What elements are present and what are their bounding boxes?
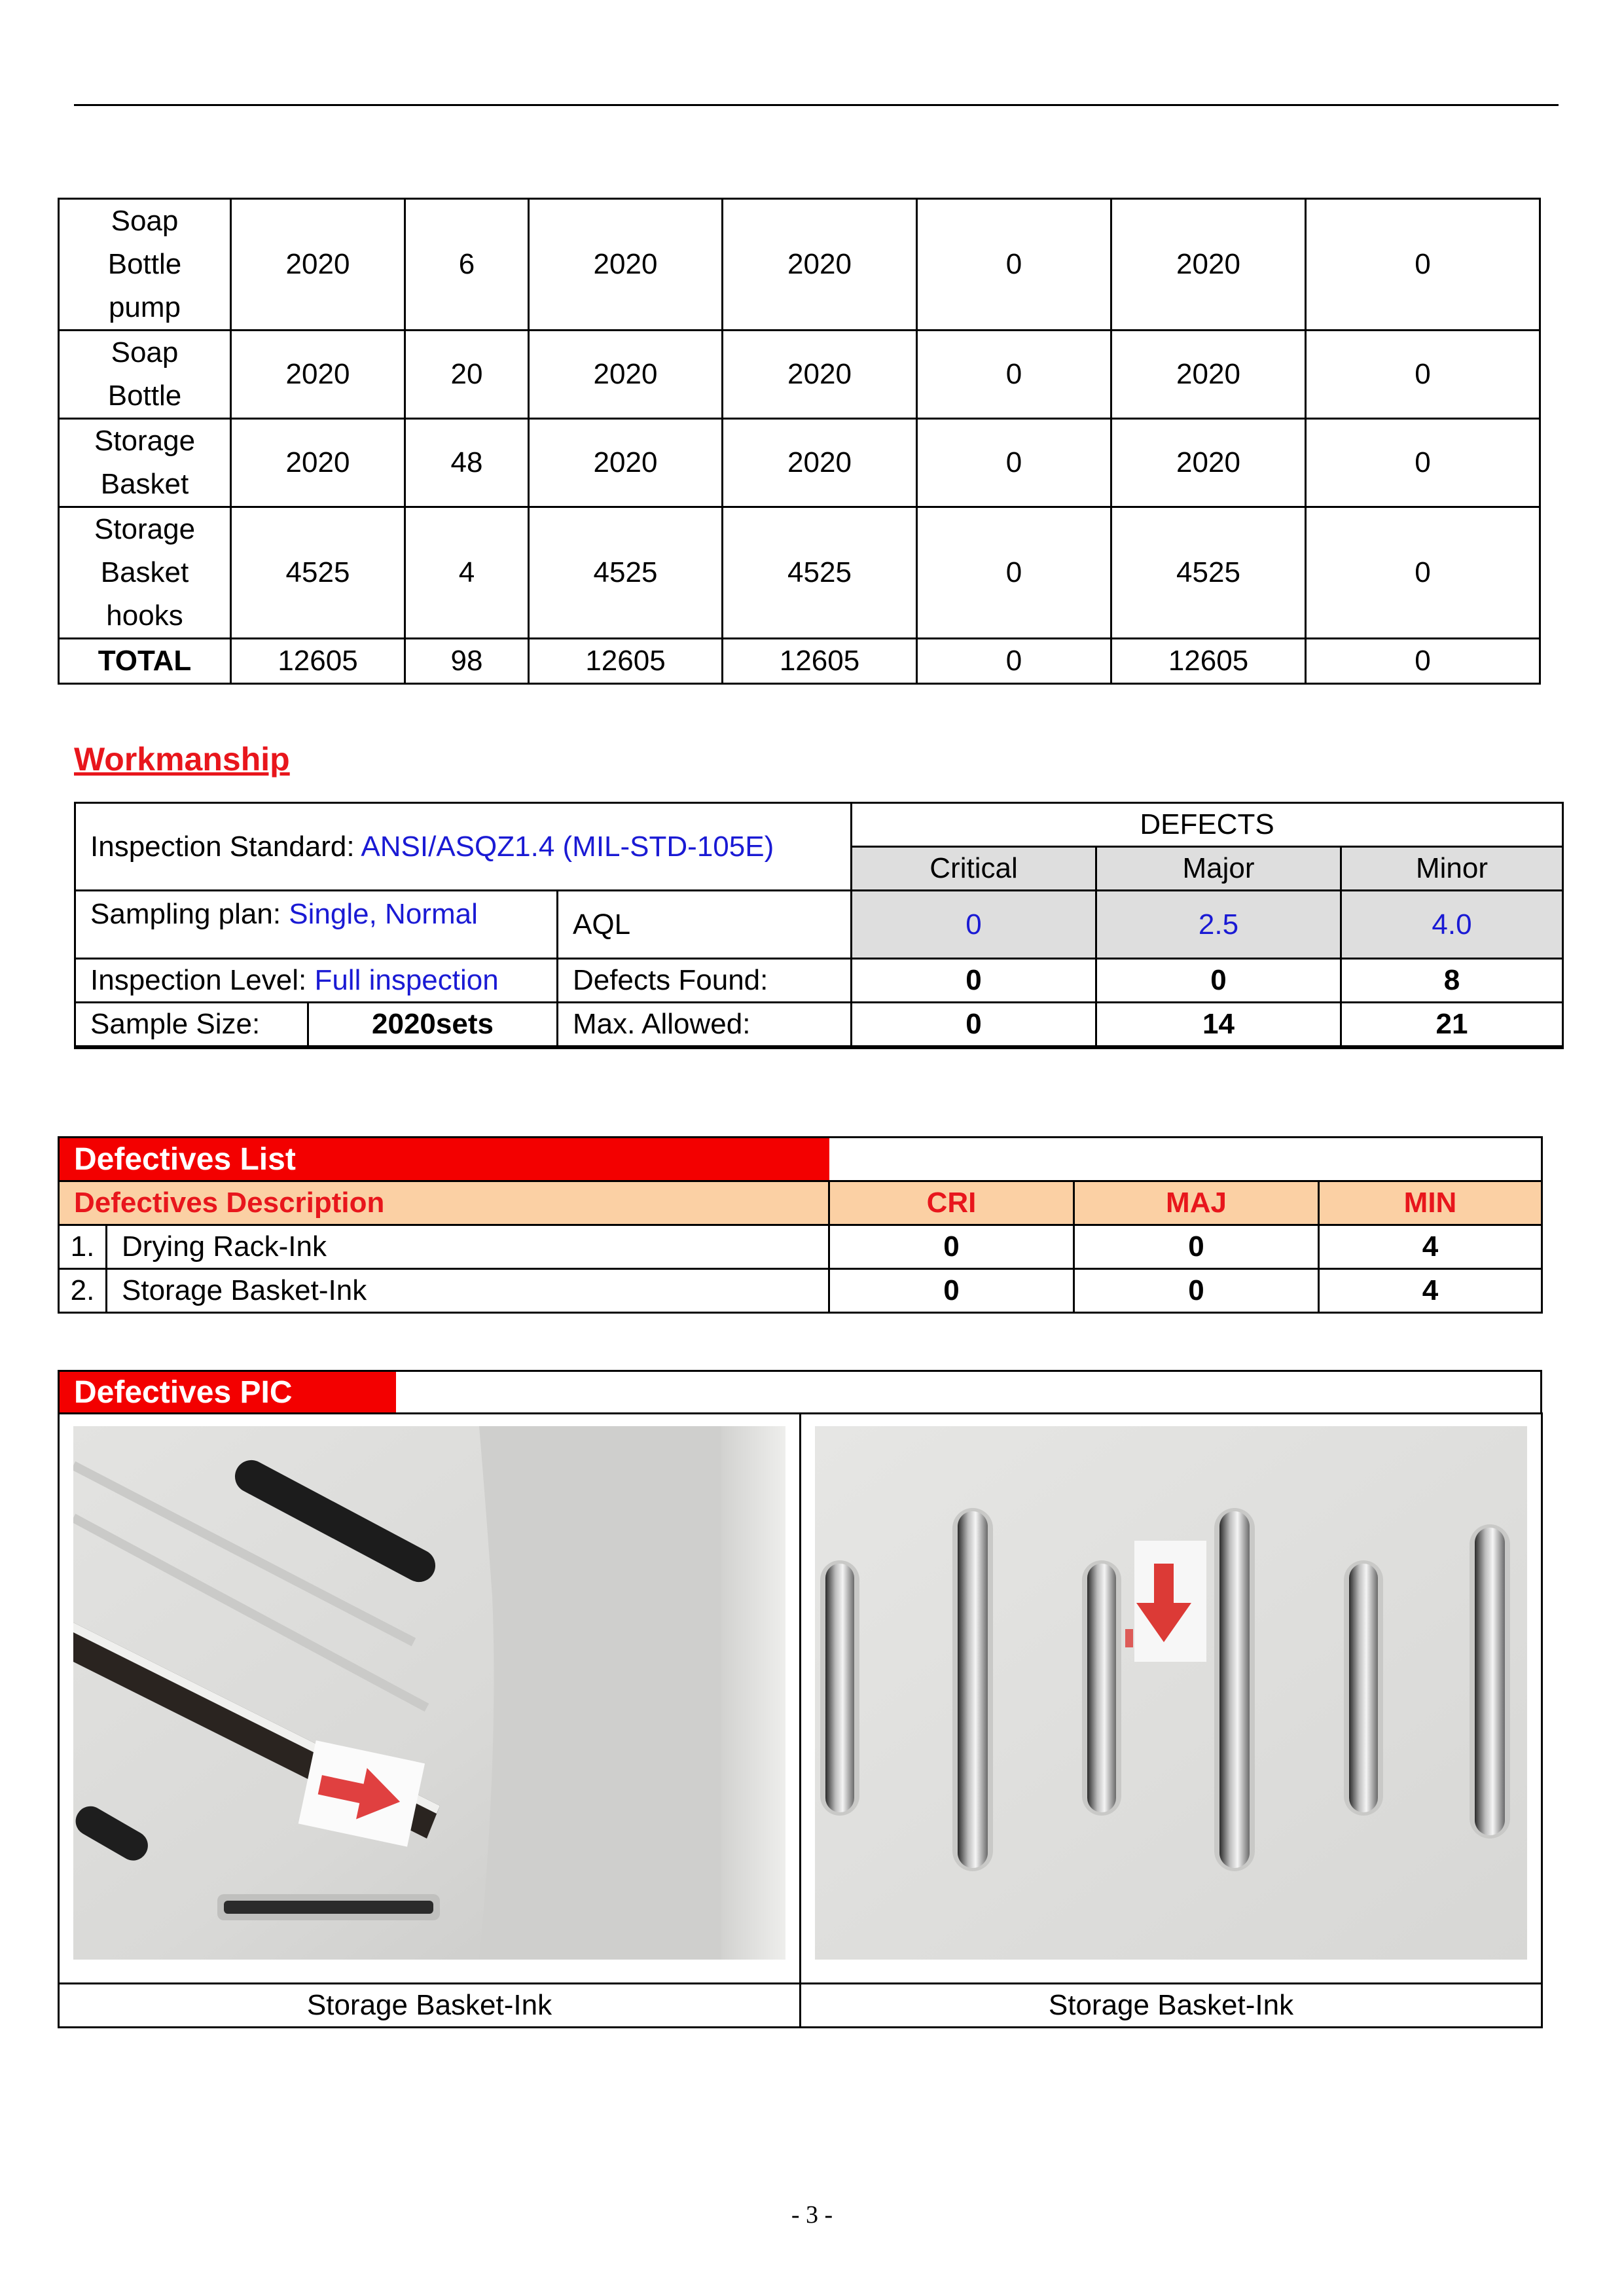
- defect-photo-drying-rack: [73, 1426, 785, 1960]
- found-major: 0: [1096, 959, 1341, 1003]
- inspection-standard-label: Inspection Standard:: [90, 830, 361, 863]
- total-cell: 0: [917, 639, 1111, 684]
- sampling-plan-value: Single, Normal: [289, 898, 478, 930]
- total-cell: 12605: [231, 639, 405, 684]
- defectives-list-table: [58, 1136, 1543, 1314]
- defects-header: DEFECTS: [852, 803, 1563, 847]
- quantity-cell: 2020: [231, 331, 405, 419]
- quantity-cell: 2020: [231, 199, 405, 331]
- quantity-cell: 2020: [1111, 199, 1306, 331]
- defectives-list-title: Defectives List: [74, 1141, 296, 1177]
- inspection-standard-value: ANSI/ASQZ1.4 (MIL-STD-105E): [361, 830, 774, 863]
- quantity-cell: 2020: [1111, 331, 1306, 419]
- critical-header: Critical: [852, 847, 1096, 891]
- quantity-cell: 0: [1306, 419, 1540, 507]
- total-label: TOTAL: [59, 639, 231, 684]
- max-allowed-label: Max. Allowed:: [558, 1003, 852, 1048]
- total-cell: 0: [1306, 639, 1540, 684]
- inspection-level-label: Inspection Level:: [90, 964, 315, 996]
- list-item: [59, 1225, 1542, 1269]
- table-row: [59, 331, 1540, 419]
- photo-caption-left: Storage Basket-Ink: [59, 1984, 801, 2028]
- quantity-cell: 20: [405, 331, 529, 419]
- defect-photo-storage-basket: [815, 1426, 1527, 1960]
- allowed-major: 14: [1096, 1003, 1341, 1048]
- quantity-cell: 4: [405, 507, 529, 639]
- item-name-cell: Soap Bottle pump: [59, 199, 231, 331]
- inspection-level-cell: [75, 959, 558, 1003]
- table-row: [59, 199, 1540, 331]
- quantity-cell: 2020: [231, 419, 405, 507]
- page-number: - 3 -: [791, 2201, 833, 2229]
- item-min: 4: [1319, 1225, 1542, 1269]
- quantity-table: [58, 198, 1541, 685]
- quantity-cell: 0: [917, 507, 1111, 639]
- item-min: 4: [1319, 1269, 1542, 1313]
- quantity-cell: 4525: [1111, 507, 1306, 639]
- quantity-cell: 0: [917, 331, 1111, 419]
- aql-major: 2.5: [1096, 891, 1341, 959]
- sampling-plan-label: Sampling plan:: [90, 898, 289, 930]
- photo-cell-left: [59, 1414, 801, 1984]
- min-header: MIN: [1319, 1181, 1542, 1225]
- allowed-minor: 21: [1341, 1003, 1563, 1048]
- defects-found-label: Defects Found:: [558, 959, 852, 1003]
- found-minor: 8: [1341, 959, 1563, 1003]
- aql-minor: 4.0: [1341, 891, 1563, 959]
- item-description: Drying Rack-Ink: [107, 1225, 829, 1269]
- major-header: Major: [1096, 847, 1341, 891]
- list-item: [59, 1269, 1542, 1313]
- table-row: [59, 507, 1540, 639]
- found-critical: 0: [852, 959, 1096, 1003]
- defectives-list-heading: [59, 1138, 829, 1181]
- quantity-cell: 0: [917, 419, 1111, 507]
- inspection-level-value: Full inspection: [314, 964, 499, 996]
- defectives-description-header: Defectives Description: [59, 1181, 829, 1225]
- aql-critical: 0: [852, 891, 1096, 959]
- quantity-cell: 6: [405, 199, 529, 331]
- quantity-cell: 2020: [723, 331, 917, 419]
- total-cell: 12605: [723, 639, 917, 684]
- quantity-cell: 4525: [231, 507, 405, 639]
- defectives-list-heading-spacer: [829, 1138, 1542, 1181]
- item-name-cell: Soap Bottle: [59, 331, 231, 419]
- quantity-cell: 0: [1306, 507, 1540, 639]
- quantity-cell: 0: [917, 199, 1111, 331]
- quantity-cell: 2020: [723, 199, 917, 331]
- quantity-cell: 4525: [723, 507, 917, 639]
- item-name-cell: Storage Basket: [59, 419, 231, 507]
- minor-header: Minor: [1341, 847, 1563, 891]
- item-maj: 0: [1074, 1269, 1319, 1313]
- total-cell: 98: [405, 639, 529, 684]
- sample-size-label: Sample Size:: [75, 1003, 308, 1048]
- allowed-critical: 0: [852, 1003, 1096, 1048]
- total-cell: 12605: [1111, 639, 1306, 684]
- item-cri: 0: [829, 1269, 1074, 1313]
- quantity-cell: 0: [1306, 331, 1540, 419]
- quantity-cell: 4525: [529, 507, 723, 639]
- sample-size-value: 2020sets: [308, 1003, 558, 1048]
- quantity-cell: 0: [1306, 199, 1540, 331]
- quantity-cell: 2020: [529, 419, 723, 507]
- aql-label: AQL: [558, 891, 852, 959]
- defectives-pic-table: [58, 1412, 1543, 2028]
- header-rule: [74, 104, 1559, 106]
- maj-header: MAJ: [1074, 1181, 1319, 1225]
- total-row: [59, 639, 1540, 684]
- item-maj: 0: [1074, 1225, 1319, 1269]
- inspection-standard-cell: [75, 803, 852, 891]
- photo-caption-right: Storage Basket-Ink: [801, 1984, 1542, 2028]
- item-name-cell: Storage Basket hooks: [59, 507, 231, 639]
- item-number: 2.: [59, 1269, 107, 1313]
- workmanship-table: [74, 802, 1564, 1049]
- quantity-cell: 2020: [529, 199, 723, 331]
- item-description: Storage Basket-Ink: [107, 1269, 829, 1313]
- item-cri: 0: [829, 1225, 1074, 1269]
- workmanship-heading: Workmanship: [74, 741, 290, 778]
- photo-cell-right: [801, 1414, 1542, 1984]
- cri-header: CRI: [829, 1181, 1074, 1225]
- quantity-cell: 2020: [723, 419, 917, 507]
- total-cell: 12605: [529, 639, 723, 684]
- item-number: 1.: [59, 1225, 107, 1269]
- defectives-pic-heading-row: [58, 1370, 1542, 1414]
- quantity-cell: 2020: [529, 331, 723, 419]
- quantity-cell: 2020: [1111, 419, 1306, 507]
- sampling-plan-cell: [75, 891, 558, 959]
- table-row: [59, 419, 1540, 507]
- defectives-pic-heading: Defectives PIC: [60, 1372, 396, 1414]
- quantity-cell: 48: [405, 419, 529, 507]
